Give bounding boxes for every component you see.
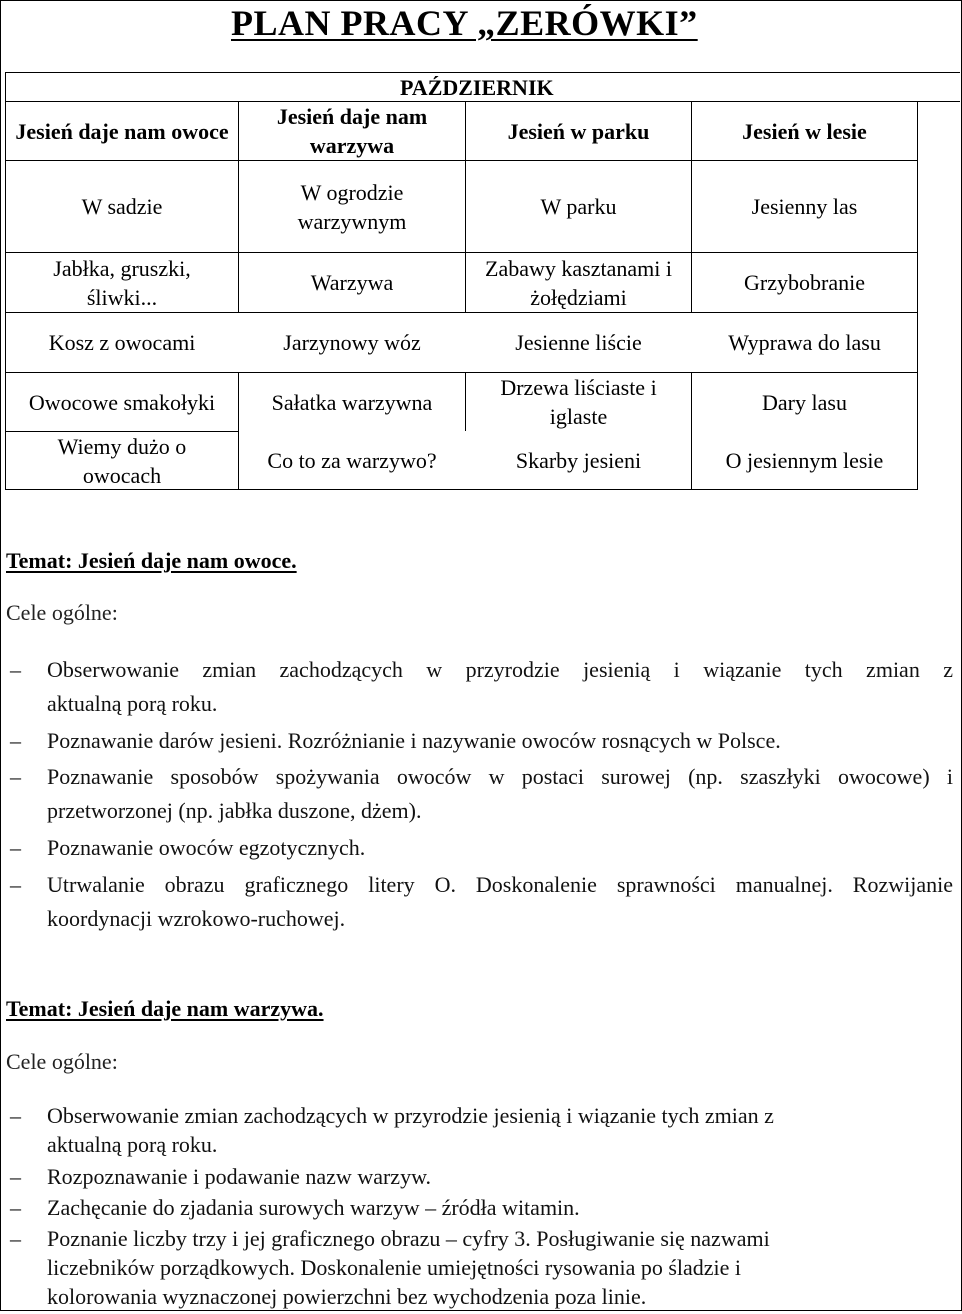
table-cell: Kosz z owocami: [48, 330, 196, 355]
goal-item: – Obserwowanie zmian zachodzących w przyrodzie jesienią i wiązanie tych zmian z aktualną porą roku.: [10, 1103, 774, 1157]
table-cell: Wyprawa do lasu: [728, 330, 881, 355]
table-cell: Wiemy dużo o owocach: [57, 433, 187, 488]
header-cell: Jesień w lesie: [742, 118, 867, 144]
table-cell: Jesienne liście: [515, 330, 642, 355]
goal-item: – Obserwowanie zmian zachodzących w przyrodzie jesienią i wiązanie tych zmian z aktualną porą roku.: [10, 657, 953, 716]
table-cell: Co to za warzywo?: [267, 448, 437, 473]
goals-label: Cele ogólne:: [6, 1049, 118, 1074]
topic-heading: Temat: Jesień daje nam owoce.: [6, 548, 297, 573]
table-cell: Jesienny las: [751, 194, 858, 219]
header-cell: Jesień w parku: [507, 118, 650, 144]
header-cell: Jesień daje nam warzywa: [276, 104, 428, 158]
table-cell: Owocowe smakołyki: [28, 389, 216, 415]
table-cell: Skarby jesieni: [515, 448, 642, 473]
table-cell: Warzywa: [310, 270, 394, 295]
table-cell: O jesiennym lesie: [725, 448, 884, 473]
table-cell: Grzybobranie: [744, 270, 865, 295]
table-cell: W parku: [540, 194, 617, 219]
page-title: PLAN PRACY „ZERÓWKI”: [231, 3, 698, 43]
goal-item: – Poznawanie sposobów spożywania owoców w postaci surowej (np. szaszłyki owocowe) i przetworzonej (np. jabłka duszone, dżem).: [10, 764, 953, 823]
table-cell: Jabłka, gruszki, śliwki...: [53, 255, 191, 310]
table-cell: W ogrodzie warzywnym: [297, 179, 407, 234]
month-header: PAŹDZIERNIK: [400, 74, 554, 100]
goal-item: – Poznanie liczby trzy i jej graficznego obrazu – cyfry 3. Posługiwanie się nazwami liczebników porządkowych. Doskonalenie umiejętności rysowania po śladzie i kolorowania wyznaczonej powierzchni bez wychodzenia poza linie.: [10, 1226, 770, 1309]
table-cell: Dary lasu: [762, 389, 847, 415]
header-cell: Jesień daje nam owoce: [15, 118, 229, 144]
topic-heading: Temat: Jesień daje nam warzywa.: [6, 996, 324, 1021]
table-cell: Jarzynowy wóz: [283, 330, 421, 355]
goals-label: Cele ogólne:: [6, 600, 118, 625]
table-cell: Zabawy kasztanami i żołędziami: [485, 255, 672, 310]
topic-section: Temat: Jesień daje nam warzywa. Cele ogólne: – Obserwowanie zmian zachodzących w przyrodzie jesienią i wiązanie tych zmian z aktualną porą roku. – Rozpoznawanie i podawanie nazw warzyw. – Zachęcanie do zjadania surowych warzyw – źródła witamin. – Poznanie liczby trzy i jej graficznego obrazu – cyfry 3. Posługiwanie się nazwami liczebników porządkowych. Doskonalenie umiejętności rysowania po śladzie i kolorowania wyznaczonej powierzchni bez wychodzenia poza linie.: [6, 994, 956, 1023]
table-cell: Sałatka warzywna: [271, 389, 433, 415]
goal-item: – Utrwalanie obrazu graficznego litery O. Doskonalenie sprawności manualnej. Rozwijanie koordynacji wzrokowo-ruchowej.: [10, 872, 953, 931]
table-cell: Drzewa liściaste i iglaste: [500, 375, 657, 429]
table-cell: W sadzie: [81, 194, 163, 219]
topic-section: Temat: Jesień daje nam owoce. Cele ogólne: – Obserwowanie zmian zachodzących w przyrodzie jesienią i wiązanie tych zmian z aktualną porą roku. – Poznawanie darów jesieni. Rozróżnianie i nazywanie owoców rosnących w Polsce. – Poznawanie sposobów spożywania owoców w postaci surowej (np. szaszłyki owocowe) i przetworzonej (np. jabłka duszone, dżem). – Poznawanie owoców egzotycznych. – Utrwalanie obrazu graficznego litery O. Doskonalenie sprawności manualnej. Rozwijanie koordynacji wzrokowo-ruchowej.: [6, 546, 956, 575]
